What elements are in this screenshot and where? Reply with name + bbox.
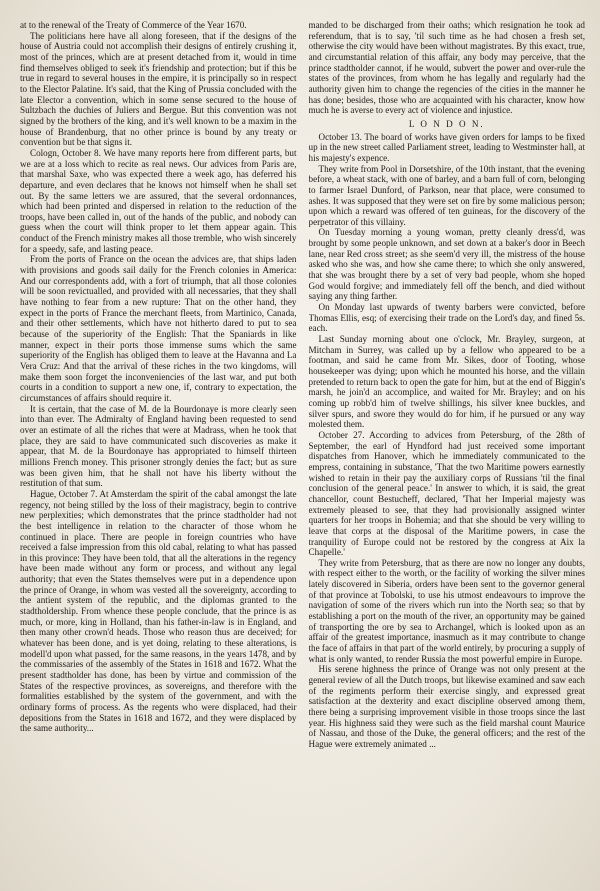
cologn-dispatch: Cologn, October 8. We have many reports here from different parts, but we are at a loss which to recite as real news. Our advices from Paris are, that marshal Saxe, who was expected there a week ago, has deferred his departure, and even declares that he knows not himself when he shall set out. By the same letters we are assured, that the several ordonnances, which had been printed and dispersed in relation to the reduction of the troops, have been called in, out of the hands of the public, and nobody can guess when the court will think proper to let them appear again. This conduct of the French ministry makes all those tremble, who wish sincerely for a speedy, safe, and lasting peace. <box>20 147 297 254</box>
section-heading: L O N D O N. <box>408 118 485 129</box>
article-paragraph: It is certain, that the case of M. de la Bourdonaye is more clearly seen into than ever. The Admiralty of England having been requested to send over an estimate of all the riches that were at Madrass, when he took that place, they are said to have communicated such discoveries as make it appear, that M. de la Bourdonaye has appropriated to himself thirteen millions French money. This prisoner strongly denies the fact; but as sure was been given him, that he shall not have his liberty without the restitution of that sum. <box>20 403 297 489</box>
london-paragraph: October 13. The board of works have given orders for lamps to be fixed up in the new street called Parliament street, leading to Westminster hall, at his majesty's expence. <box>308 131 585 163</box>
london-paragraph: On Monday last upwards of twenty barbers were convicted, before Thomas Ellis, esq; of exercising their trade on the Lord's day, and fined 5s. each. <box>308 302 585 334</box>
article-paragraph: His serene highness the prince of Orange was not only present at the general review of all the Dutch troops, but likewise examined and saw each of the regiments perform their exercise singly, and expressed great satisfaction at the dexterity and exact discipline observed among them, there being a surprising improvement visible in those troops since the last year. His highness said they were such as the field marshal count Maurice of Nassau, and those of the Duke, the general officers; and the rest of the Hague were extremely animated ... <box>308 664 585 749</box>
london-paragraph: On Tuesday morning a young woman, pretty cleanly dress'd, was brought by some people unknown, and set down at a baker's door in Beech lane, near Red cross street; as she seem'd very ill, the mistress of the house asked who she was, and how she came there; to which she only answered, that she was brought there by a set of very bad people, whom she hoped God would forgive; and immediately fell off the bench, and died without saying any thing farther. <box>308 227 585 302</box>
left-column <box>20 20 297 883</box>
article-paragraph: The politicians here have all along foreseen, that if the designs of the house of Austria could not accomplish their designs of entirely crushing it, most of the princes, which are at present detached from it, would in time find themselves obliged to seek it's friendship and protection; but if this be true in regard to several houses in the empire, it is principally so in respect to the Elector Palatine. It's said, that the King of Prussia concluded with the late Elector a convention, which in some sense secured to the house of Sultzbach the duchies of Juliers and Bergue. But this convention was not signed by the brothers of the king, and it's well known to be a maxim in the house of Brandenburg, that no other prince is bound by any treaty or convention but be that signs it. <box>20 30 297 148</box>
right-column <box>309 20 586 883</box>
petersburg-dispatch: They write from Petersburg, that as there are now no longer any doubts, with respect either to the worth, or the facility of working the silver mines lately discovered in Siberia, orders have been sent to the governor general of that province at Tobolski, to use his utmost endeavours to improve the navigation of some of the rivers which run into the North sea; so that by establishing a port on the mouth of the river, an opportunity may be gained of transporting the ore by sea to Archangel, which is looked upon as an affair of the greatest importance, inasmuch as it may contribute to change the face of affairs in that part of the world entirely, by procuring a supply of what is only wanted, to render Russia the most powerful empire in Europe. <box>308 557 585 664</box>
article-paragraph: From the ports of France on the ocean the advices are, that ships laden with provisions and goods sail daily for the French colonies in America: And our correspondents add, with a fort of triumph, that all those colonies will be soon revictualled, and provided with all necessaries, that they shall have nothing to fear from a new rupture: That on the other hand, they expect in the ports of France the merchant fleets, from Martinico, Canada, and their other settlements, which have not hitherto dared to put to sea because of the superiority of the English: That the Spaniards in like manner, expect in their ports those immense sums which the same superiority of the English has obliged them to leave at the Havanna and La Vera Cruz: And that the arrival of these riches in the two kingdoms, will make them soon forget the inconveniencies of the last war, and put both courts in a condition to support a new one, if, contrary to expectation, the circumstances of affairs should require it. <box>20 254 297 403</box>
petersburg-dispatch: October 27. According to advices from Petersburg, of the 28th of September, the earl of Hyndford had just received some important dispatches from Hanover, which he immediately communicated to the empress, containing in substance, 'That the two Maritime powers earnestly wished to retain in their pay the auxiliary corps of Russians 'til the final conclusion of the general peace.' In answer to which, it is said, the great chancellor, count Bestucheff, declared, 'That her Imperial majesty was extremely pleased to see, that they had provisionally assigned winter quarters for her troops in Bohemia; and that she should be very willing to leave that corps at the disposal of the Maritime powers, in case the tranquility of Europe could not be restored by the congress at Aix la Chapelle.' <box>308 429 585 558</box>
hague-dispatch: Hague, October 7. At Amsterdam the spirit of the cabal amongst the late regency, not being stilled by the loss of their magistracy, begin to contrive new perplexities; which demonstrates that the prince stadtholder had not the best intelligence in relation to the character of those whom he continued in place. There are people in foreign countries who have received a false impression from this old cabal, relating to what has passed in this province: They have been told, that all the alterations in the regency have been made without any form or process, and without any legal authority; that even the States themselves were put in a dependence upon the prince of Orange, in whom was vested all the sovereignty, according to the antient system of the republic, and the diplomas granted to the stadtholdership. From whence these people conclude, that the prince is as much, or more, king in Holland, than his father-in-law is in England, and then many other crown'd heads. Those who reason thus are deceived; for whatever has been done, and is yet doing, relating to these alterations, is modell'd upon what passed, for the same reasons, in the years 1478, and by the commissaries of the assembly of the States in 1618 and 1672. What the present stadtholder has done, has been by virtue and commission of the States of the respective provinces, as sovereigns, and therefore with the formalities established by the system of the government, and with the ordinary forms of process. As the regents who were displaced, had their depositions from the States in 1618 and 1672, and they were displaced by the same authority... <box>20 488 297 734</box>
continuation-paragraph: manded to be discharged from their oaths; which resignation he took ad referendum, that is to say, 'til such time as he had chosen a fresh set, otherwise the city would have been without magistrates. By this exact, true, and circumstantial relation of this affair, any body may perceive, that the prince stadtholder cannot, if he would, subvert the power and over-rule the states of the provinces, from whom he has legally and regularly had the authority given him to change the regencies of the cities in the manner he has done; besides, those who are acquainted with his character, know how much he is averse to every act of violence and injustice. <box>308 20 585 116</box>
london-paragraph: Last Sunday morning about one o'clock, Mr. Brayley, surgeon, at Mitcham in Surrey, was called up by a fellow who appeared to be a footman, and said he came from Mr. Sikes, door of Tooting, whose housekeeper was dying; upon which he mounted his horse, and the villain pretended to return back to open the gate for him, but at the end of Biggin's marsh, he join'd an accomplice, and waited for Mr. Brayley; and on his coming up robb'd him of twelve shillings, his silver knee buckles, and silver spurs, and swore they would do for him, if he pursued or any way molested them. <box>308 334 585 430</box>
london-paragraph: They write from Pool in Dorsetshire, of the 10th instant, that the evening before, a wheat stack, with one of barley, and a barn full of corn, belonging to farmer Israel Dunford, of Parkson, near that place, were consumed to ashes. It was supposed that they were set on fire by some malicious person; upon which a reward was offered of ten guineas, for the discovery of the perpetrator of this villainy. <box>308 163 585 227</box>
continuation-line: at to the renewal of the Treaty of Commerce of the Year 1670. <box>20 20 247 30</box>
